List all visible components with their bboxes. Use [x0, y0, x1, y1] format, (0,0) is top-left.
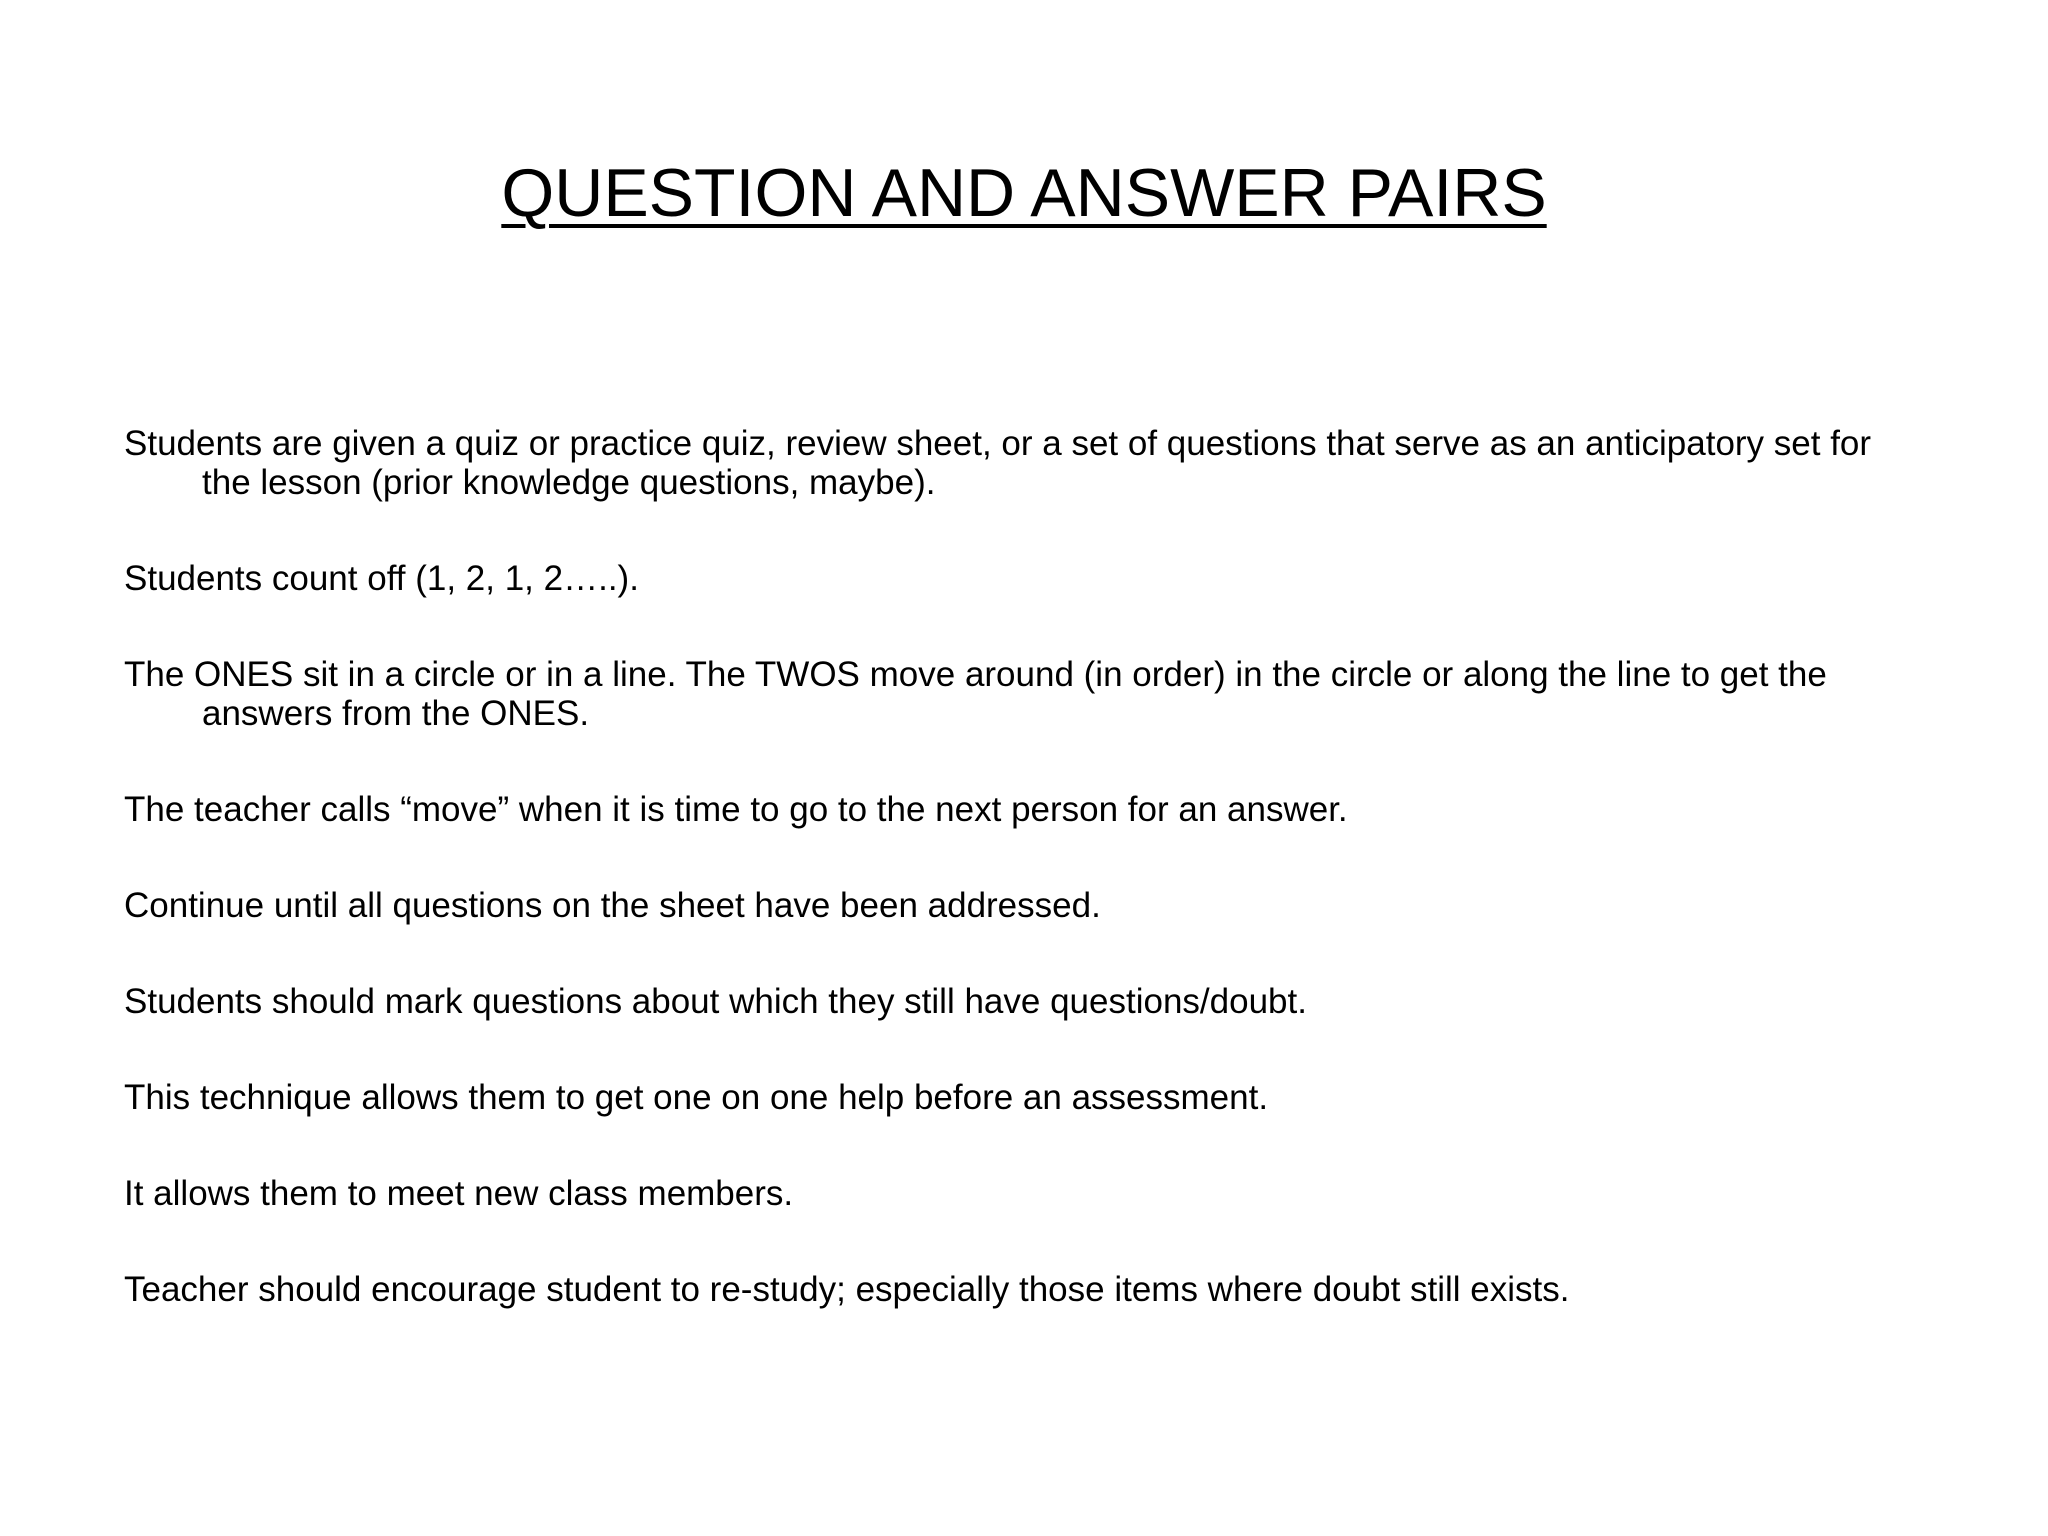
paragraph-3: The ONES sit in a circle or in a line. The TWOS move around (in order) in the circle or along the line to get the answers from the ONES. [124, 655, 1827, 733]
paragraph-9: Teacher should encourage student to re-study; especially those items where doubt still exists. [124, 1270, 1570, 1309]
paragraph-2: Students count off (1, 2, 1, 2…..). [124, 559, 639, 598]
paragraph-5: Continue until all questions on the sheet have been addressed. [124, 886, 1101, 925]
paragraph-7: This technique allows them to get one on one help before an assessment. [124, 1078, 1269, 1117]
slide-title-text: QUESTION AND ANSWER PAIRS [501, 155, 1547, 231]
paragraph-6: Students should mark questions about which they still have questions/doubt. [124, 982, 1307, 1021]
paragraph-1: Students are given a quiz or practice quiz, review sheet, or a set of questions that serve as an anticipatory set for the lesson (prior knowledge questions, maybe). [124, 424, 1872, 502]
paragraph-4: The teacher calls “move” when it is time to go to the next person for an answer. [124, 790, 1348, 829]
paragraph-8: It allows them to meet new class members. [124, 1174, 794, 1213]
slide-title [0, 148, 2048, 238]
body-text-list [124, 424, 1924, 1366]
